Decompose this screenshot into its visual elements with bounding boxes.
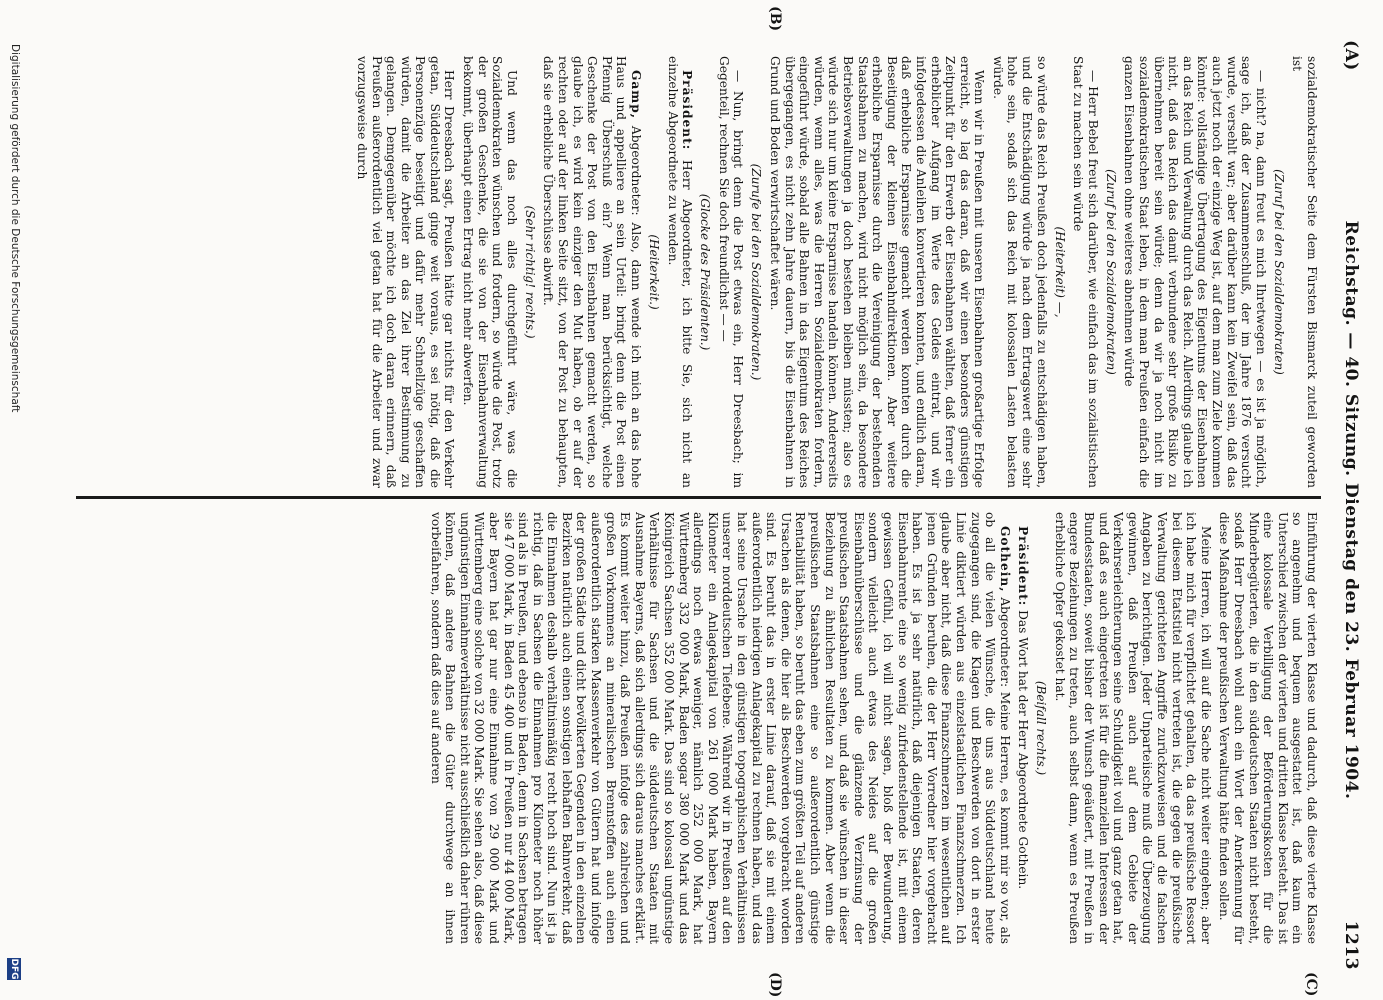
text-paragraph: Herr Dreesbach sagt, Preußen hätte gar nichts für den Verkehr getan, Süddeutschland ginge weit voraus, es sei nötig, daß die Personenzüge beseitigt und dafür mehr Schnellzüge geschaffen würden, damit die Arbeiter an das Ziel ihrer Bestimmung zu gelangen. Demgegenüber möchte ich doch daran erinnern, daß Preußen außerordentlich viel getan hat für die Arbeiter und zwar vorzugsweise durch [354, 56, 457, 488]
text-paragraph: Einführung der vierten Klasse und dadurch, daß diese vierte Klasse so angenehm und bequem ausgestattet ist, daß kaum ein Unterschied zwischen der vierten und dritten Klasse besteht. Das ist eine kolossale Verbilligung der Beförderungskosten für die Minderbegüterten, die in den süddeutschen Staaten nicht besteht, sodaß Herr Dreesbach wohl auch ein Wort der Anerkennung für diese Maßnahme der preußischen Verwaltung hätte finden sollen. [1217, 512, 1319, 944]
speaker-name: Präsident: [1016, 526, 1031, 607]
stage-note: (Heiterkeit) —, [1052, 226, 1067, 318]
stage-note: (Sehr richtig! rechts.) [522, 205, 537, 339]
speaker-name: Gothein, [997, 526, 1012, 593]
marker-b: (B) [767, 6, 783, 32]
speaker-name: Präsident: [680, 70, 695, 151]
column-divider [76, 496, 1321, 499]
stage-note: (Zurufe bei den Sozialdemokraten.) [749, 163, 764, 381]
page-number: 1213 [1341, 920, 1361, 970]
stage-note: (Glocke des Präsidenten.) [698, 193, 713, 351]
speech-paragraph [665, 56, 694, 488]
page-header [1331, 40, 1361, 970]
speech-paragraph [428, 512, 1012, 944]
text-paragraph: — Herr Bebel freut sich darüber, wie einfach das im sozialistischen Staat zu machen sein würde [1071, 56, 1100, 488]
speech-text: Herr Abgeordneter, ich bitte Sie, sich nicht an einzelne Abgeordnete zu wenden. [665, 56, 695, 488]
speaker-name: Gamp, [629, 70, 644, 119]
text-paragraph: so würde das Reich Preußen doch jedenfalls zu entschädigen haben, und die Entschädigung würde ja nach dem Ertragswert eine sehr hohe sein, sodaß sich das Reich mit kolossalen Lasten belasten würde. [990, 56, 1049, 488]
stage-note: (Heiterkeit.) [647, 234, 662, 310]
stage-note: (Zuruf bei den Sozialdemokraten) [1103, 169, 1118, 375]
text-paragraph: Wenn wir in Preußen mit unseren Eisenbahnen großartige Erfolge erreicht, so lag das daran, daß wir einen besonders günstigen Zeitpunkt für den Erwerb der Eisenbahnen wählten, daß ferner ein erheblicher Aufgang im Werte des Geldes eintrat, und wir infolgedessen die Anleihen konvertieren konnten, und endlich daran, daß erhebliche Ersparnisse gemacht werden konnten durch die Beseitigung der kleinen Eisenbahndirektionen. Aber weitere erhebliche Ersparnisse durch die Vereinigung der bestehenden Staatsbahnen zu machen, wird nicht möglich sein, da besondere Betriebsverwaltungen ja doch bestehen bleiben müssten; also es würde sich nur um kleine Ersparnisse handeln können. Andererseits würden, wenn alles, was die Herren Sozialdemokraten fordern, eingeführt würde, sobald alle Bahnen in das Eigentum des Reiches übergegangen, es nicht zehn Jahre dauern, bis die Eisenbahnen in Grund und Boden verwirtschaftet wären. [768, 56, 987, 488]
text-column-right [79, 512, 1319, 944]
speech-text: Abgeordneter: Also, dann wende ich mich an das hohe Haus und appelliere an sein Urteil: bringt denn die Post einen Pfennig Überschuß ein? Wenn man berücksichtigt, welche Geschenke der Post von den Eisenbahnen gemacht werden, so glaube ich, es wird kein einziger den Mut haben, ob er auf der rechten oder auf der linken Seite sitzt, von der Post zu behaupten, daß sie erhebliche Überschüsse abwirft. [541, 56, 644, 488]
text-paragraph: Meine Herren, ich will auf die Sache nicht weiter eingehen; aber ich habe mich für verpflichtet gehalten, da das preußische Ressort bei diesem Etatstitel nicht vertreten ist, die gegen die preußische Verwaltung gerichteten Angriffe zurückzuweisen und die falschen Angaben zu berichtigen. Jeder Unparteiische muß die Überzeugung gewinnen, daß Preußen auch auf dem Gebiete der Verkehrserleichterungen seine Schuldigkeit voll und ganz getan hat, und daß es auch eingetreten ist für die finanziellen Interessen der Bundesstaaten, soweit bisher der Wunsch geäußert, mit Preußen in engere Beziehungen zu treten, auch selbst dann, wenn es Preußen erhebliche Opfer gekostet hat. [1052, 512, 1213, 944]
marker-c: (C) [1303, 972, 1319, 997]
stage-note: (Beifall rechts.) [1034, 680, 1049, 776]
text-paragraph: — nicht? na, dann freut es mich Ihretwegen — es ist ja möglich, sage ich, daß der Zusammenschluß, der im Jahre 1876 versucht wurde, versehlt war; aber darüber kann kein Zweifel sein, daß das auch jetzt noch der einzige Weg ist, auf dem man zum Ziele kommen könnte: vollständige Übertragung des Eigentums der Eisenbahnen an das Reich und Verwaltung durch das Reich. Allerdings glaube ich nicht, daß das Reich das damit verbundene sehr große Risiko zu übernehmen bereit sein würde; denn da wir ja noch nicht im sozialdemokratischen Staat leben, in dem man Preußen einfach die ganzen Eisenbahnen ohne weiteres abnehmen würde [1122, 56, 1268, 488]
text-paragraph: Und wenn das noch alles durchgeführt wäre, was die Sozialdemokraten wünschen und fordern, so würde die Post, trotz der großen Geschenke, die sie von der Eisenbahnverwaltung bekommt, überhaupt einen Ertrag nicht mehr abwerfen. [461, 56, 519, 488]
speech-paragraph [541, 56, 643, 488]
speech-text: Abgeordneter: Meine Herren, es kommt mir so vor, als ob all die vielen Wünsche, die uns aus Süddeutschland heute zugegangen sind, die Klagen und Beschwerden von dort in erster Linie diktiert würden aus einzelstaatlichen Finanzschmerzen. Ich glaube aber nicht, daß diese Finanzschmerzen im wesentlichen auf jenen Gründen beruhen, die der Herr Vorredner hier vorgebracht haben. Es ist ja sehr natürlich, daß diejenigen Staaten, deren Eisenbahnrente eine so wenig zufriedenstellende ist, mit einem gewissen Gefühl, ich will nicht sagen, bloß der Bewunderung, sondern vielleicht auch etwas des Neides auf die großen Eisenbahnüberschüsse und die glänzende Verzinsung der preußischen Staatsbahnen sehen, und daß sie wünschen in dieser Beziehung zu ähnlichen Resultaten zu kommen. Aber wenn die preußischen Staatsbahnen eine so außerordentlich günstige Rentabilität haben, so beruht das eben zum größten Teil auf anderen Ursachen als denen, die hier als Beschwerden vorgebracht worden sind. Es beruht das in erster Linie darauf, daß sie mit einem außerordentlich niedrigen Anlagekapital zu rechnen haben, und das hat seine Ursache in den günstigen topographischen Verhältnissen unserer norddeutschen Tiefebene. Während wir in Preußen auf den Kilometer ein Anlagekapital von 261 000 Mark haben, Bayern allerdings noch etwas weniger, nämlich 252 000 Mark, hat Württemberg 332 000 Mark, Baden sogar 380 000 Mark und das Königreich Sachsen 352 000 Mark. Das sind so kolossal ungünstige Verhältnisse für Sachsen und die süddeutschen Staaten mit Ausnahme Bayerns, daß sich allerdings sich daraus manches erklärt. Es kommt weiter hinzu, daß Preußen infolge des zahlreichen und großen Vorkommens an mineralischen Brennstoffen auch einen außerordentlich starken Massenverkehr von Gütern hat und infolge der großen Städte und dicht bevölkerten Gegenden in den einzelnen Bezirken natürlich auch einen sonstigen lebhaften Bahnverkehr, daß die Einnahmen deshalb verhältnismäßig recht hoch sind. Nun ist ja richtig, daß in Sachsen die Einnahmen pro Kilometer noch höher sind als in Preußen, und ebenso in Baden, denn in Sachsen betragen sie 47 000 Mark, in Baden 45 400 und in Preußen nur 44 000 Mark, aber Bayern hat gar nur eine Einnahme von 29 000 Mark und Württemberg eine solche von 32 000 Mark. Sie sehen also, daß diese ungünstigen Einnahmeverhältnisse nicht ausschließlich daher rühren können, daß andere Bahnen die Güter durchwege an ihnen vorbeifahren, sondern daß dies auf anderen [428, 512, 1012, 944]
dfg-logo-icon: DFG [9, 958, 19, 980]
header-title: Reichstag. — 40. Sitzung. Dienstag den 23. Februar 1904. [1341, 220, 1361, 800]
digitization-credit [3, 20, 21, 980]
text-paragraph: — Nun, bringt denn die Post etwas ein, Herr Dreesbach; im Gegenteil, rechnen Sie doch freundlichst — — [716, 56, 746, 488]
credit-text: Digitalisierung gefördert durch die Deutsche Forschungsgemeinschaft [9, 44, 21, 413]
marker-d: (D) [767, 972, 783, 998]
speech-paragraph [1016, 512, 1031, 944]
stage-note: (Zuruf bei den Sozialdemokraten) [1271, 169, 1286, 375]
speech-text: Das Wort hat der Herr Abgeordnete Gothein. [1016, 610, 1031, 890]
text-paragraph: sozialdemokratischer Seite dem Fürsten Bismarck zuteil geworden ist [1290, 56, 1319, 488]
text-column-left [79, 56, 1319, 488]
marker-a: (A) [1341, 40, 1361, 71]
